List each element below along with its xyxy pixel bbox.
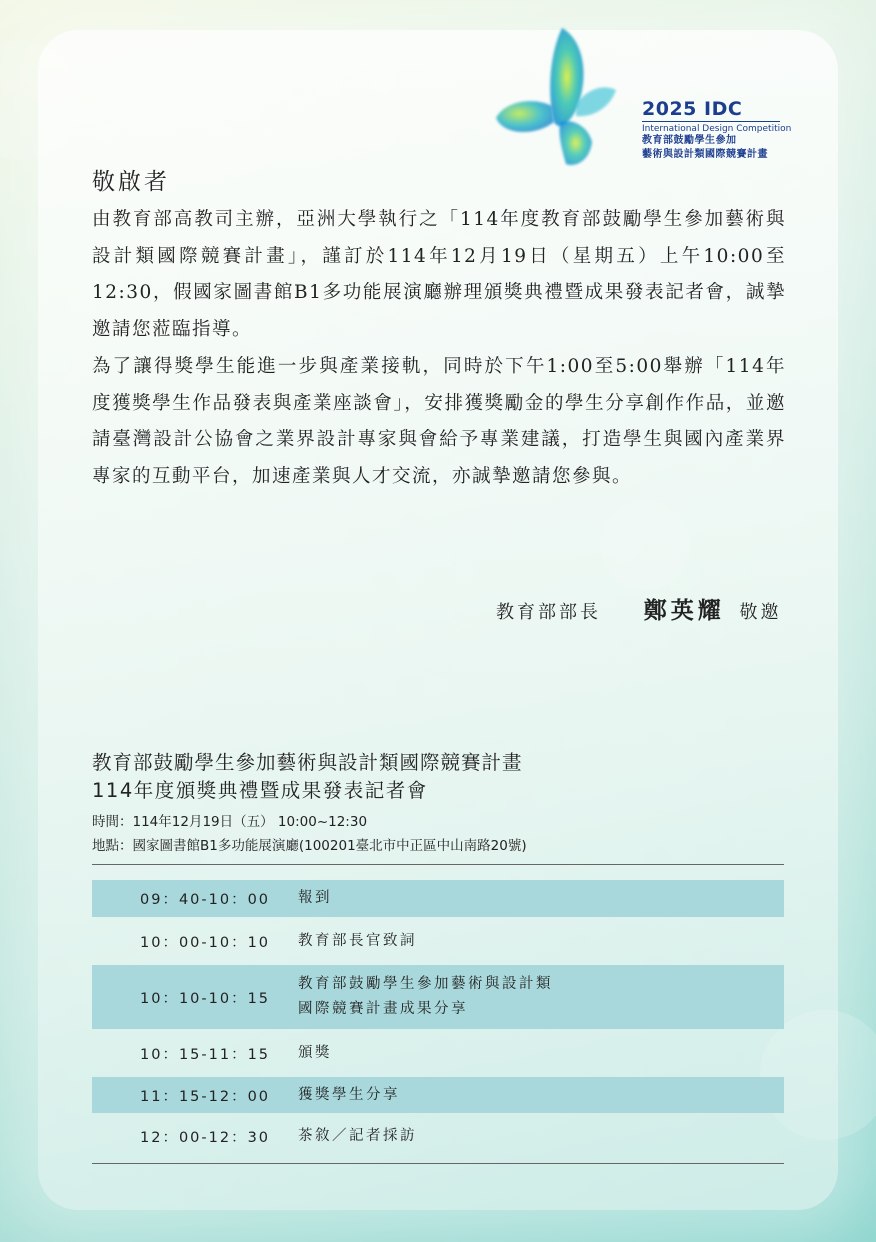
signature-closing: 敬邀: [739, 602, 782, 623]
letter-paragraph-2: 為了讓得獎學生能進一步與產業接軌，同時於下午1:00至5:00舉辦「114年度獲獎學生作品發表與產業座談會」，安排獲獎勵金的學生分享創作作品，並邀請臺灣設計公協會之業界設計專家與會給予專業建議，打造學生與國內產業界專家的互動平台，加速產業與人才交流，亦誠摯邀請您參與。: [92, 356, 786, 487]
signature-name: 鄭英耀: [643, 597, 725, 624]
event-location: 地點：國家圖書館B1多功能展演廳(100201臺北市中正區中山南路20號): [92, 838, 527, 854]
schedule-item: 頒獎: [298, 1044, 332, 1061]
logo-english-name: International Design Competition: [642, 124, 792, 134]
schedule-row: [92, 880, 784, 917]
logo-year: 2025 IDC: [642, 98, 743, 120]
event-title-line2: 114年度頒獎典禮暨成果發表記者會: [92, 779, 428, 802]
schedule-row: [92, 1077, 784, 1113]
logo-chinese-line2: 藝術與設計類國際競賽計畫: [642, 149, 768, 160]
schedule-row: [92, 917, 784, 965]
schedule-item: 報到: [298, 890, 332, 906]
schedule-time: 10：00-10：10: [140, 934, 271, 951]
schedule-item: 茶敘／記者採訪: [298, 1127, 417, 1144]
salutation: 敬啟者: [92, 169, 170, 195]
idc-logo: [642, 98, 792, 162]
schedule-table: [92, 880, 784, 1159]
schedule-item: [298, 972, 784, 1022]
schedule-item: 獲獎學生分享: [298, 1086, 400, 1103]
schedule-time: 10：15-11：15: [140, 1046, 271, 1063]
schedule-time: 09：40-10：00: [140, 892, 271, 908]
schedule-item: 教育部長官致詞: [298, 932, 417, 949]
schedule-time: 12：00-12：30: [140, 1129, 271, 1146]
logo-chinese-line1: 教育部鼓勵學生參加: [642, 135, 737, 146]
schedule-row: [92, 1113, 784, 1159]
schedule-item-line1: 教育部鼓勵學生參加藝術與設計類: [298, 976, 553, 992]
signature-block: [496, 592, 781, 625]
letter-paragraph-1: 由教育部高教司主辦，亞洲大學執行之「114年度教育部鼓勵學生參加藝術與設計類國際競賽計畫」，謹訂於114年12月19日（星期五）上午10:00至12:30，假國家圖書館B1多功能展演廳辦理頒獎典禮暨成果發表記者會，誠摯邀請您蒞臨指導。: [92, 209, 786, 340]
schedule-row: [92, 1029, 784, 1077]
event-title-line1: 教育部鼓勵學生參加藝術與設計類國際競賽計畫: [92, 751, 523, 774]
schedule-time: 11：15-12：00: [140, 1088, 271, 1105]
schedule-divider-bottom: [92, 1163, 784, 1164]
logo-divider: [642, 121, 780, 122]
schedule-time: 10：10-10：15: [140, 990, 271, 1007]
butterfly-logo-icon: [492, 18, 622, 178]
schedule-divider-top: [92, 864, 784, 865]
signature-title: 教育部部長: [496, 602, 601, 623]
schedule-row: [92, 965, 784, 1029]
schedule-item-line2: 國際競賽計畫成果分享: [298, 1001, 468, 1017]
event-time: 時間：114年12月19日（五） 10:00~12:30: [92, 814, 368, 830]
